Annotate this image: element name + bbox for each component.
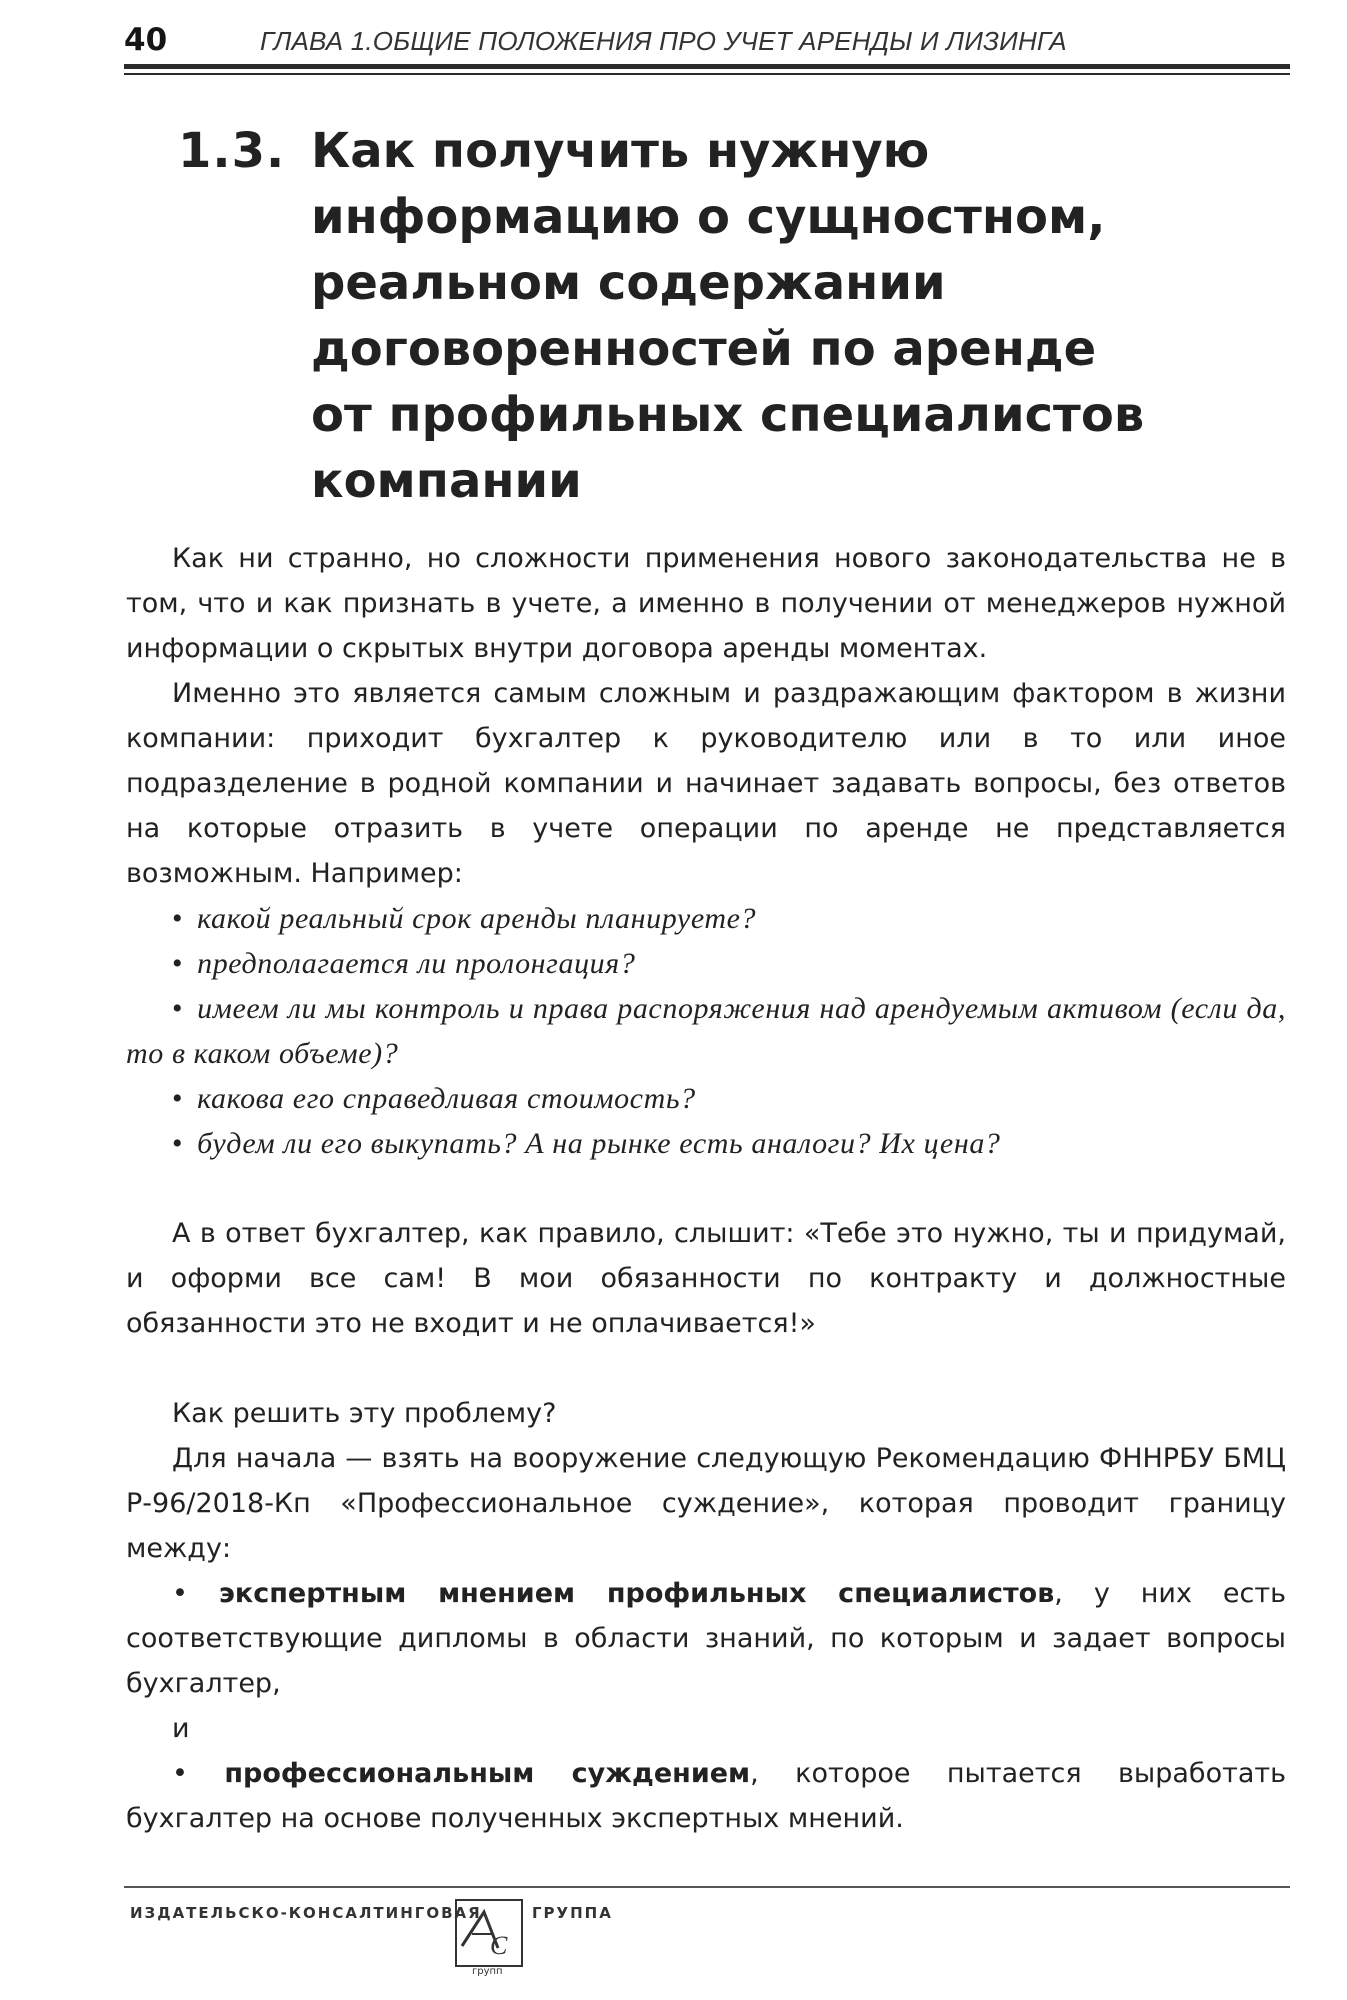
list-item: • какова его справедливая стоимость? <box>126 1076 1286 1121</box>
body-text <box>126 536 1286 1841</box>
chapter-title: ГЛАВА 1.ОБЩИЕ ПОЛОЖЕНИЯ ПРО УЧЕТ АРЕНДЫ И ЛИЗИНГА <box>260 26 1067 56</box>
bullet-paragraph: • экспертным мнением профильных специалистов, у них есть соответствующие дипломы в области знаний, по которым и задает вопросы бухгалтер, <box>126 1578 1286 1699</box>
bullet-paragraph: • профессиональным суждением, которое пытается выработать бухгалтер на основе полученных экспертных мнений. <box>126 1758 1286 1834</box>
page-footer <box>124 1886 1290 1996</box>
bullet-text: , которое пытается выработать бухгалтер на основе полученных экспертных мнений. <box>126 1758 1286 1834</box>
paragraph: Именно это является самым сложным и раздражающим фактором в жизни компании: приходит бухгалтер к руководителю или в то или иное подразделение в родной компании и начинает задавать вопросы, без ответов на которые отразить в учете операции по аренде не представляется возможным. Например: <box>126 678 1286 889</box>
section-title-line: реальном содержании <box>311 255 946 311</box>
footer-rule <box>124 1886 1290 1888</box>
conjunction: и <box>172 1713 190 1744</box>
list-item: • предполагается ли пролонгация? <box>126 941 1286 986</box>
list-item: • какой реальный срок аренды планируете? <box>126 896 1286 941</box>
publisher-logo-icon <box>454 1898 524 1978</box>
section-title <box>311 118 1231 514</box>
section-title-line: от профильных специалистов <box>311 387 1145 443</box>
bold-term: экспертным мнением профильных специалистов <box>218 1578 1055 1609</box>
section-number: 1.3. <box>178 123 286 179</box>
logo-caption: групп <box>472 1966 503 1977</box>
svg-text:С: С <box>490 1931 508 1960</box>
section-title-line: договоренностей по аренде <box>311 321 1097 377</box>
section-title-line: компании <box>311 453 582 509</box>
section-title-line: Как получить нужную <box>311 123 930 179</box>
bold-term: профессиональным суждением <box>224 1758 751 1789</box>
list-item: • имеем ли мы контроль и права распоряжения над арендуемым активом (если да, то в каком объеме)? <box>126 986 1286 1076</box>
publisher-name-right: ГРУППА <box>532 1904 613 1922</box>
list-item: • будем ли его выкупать? А на рынке есть аналоги? Их цена? <box>126 1121 1286 1166</box>
question-list <box>126 896 1286 1166</box>
header-rule-thick <box>124 64 1290 69</box>
paragraph: Как решить эту проблему? <box>172 1398 557 1429</box>
paragraph: Как ни странно, но сложности применения нового законодательства не в том, что и как признать в учете, а именно в получении от менеджеров нужной информации о скрытых внутри договора аренды моментах. <box>126 543 1286 664</box>
section-title-line: информацию о сущностном, <box>311 189 1106 245</box>
header-rule-thin <box>124 73 1290 75</box>
page-number: 40 <box>124 22 168 58</box>
paragraph: Для начала — взять на вооружение следующую Рекомендацию ФННРБУ БМЦ Р-96/2018-Кп «Профессиональное суждение», которая проводит границу между: <box>126 1443 1286 1564</box>
publisher-name-left: ИЗДАТЕЛЬСКО-КОНСАЛТИНГОВАЯ <box>130 1904 482 1922</box>
page-header <box>124 14 1290 74</box>
bullet-text: , у них есть соответствующие дипломы в области знаний, по которым и задает вопросы бухгалтер, <box>126 1578 1286 1699</box>
paragraph: А в ответ бухгалтер, как правило, слышит: «Тебе это нужно, ты и придумай, и оформи все сам! В мои обязанности по контракту и должностные обязанности это не входит и не оплачивается!» <box>126 1218 1286 1339</box>
